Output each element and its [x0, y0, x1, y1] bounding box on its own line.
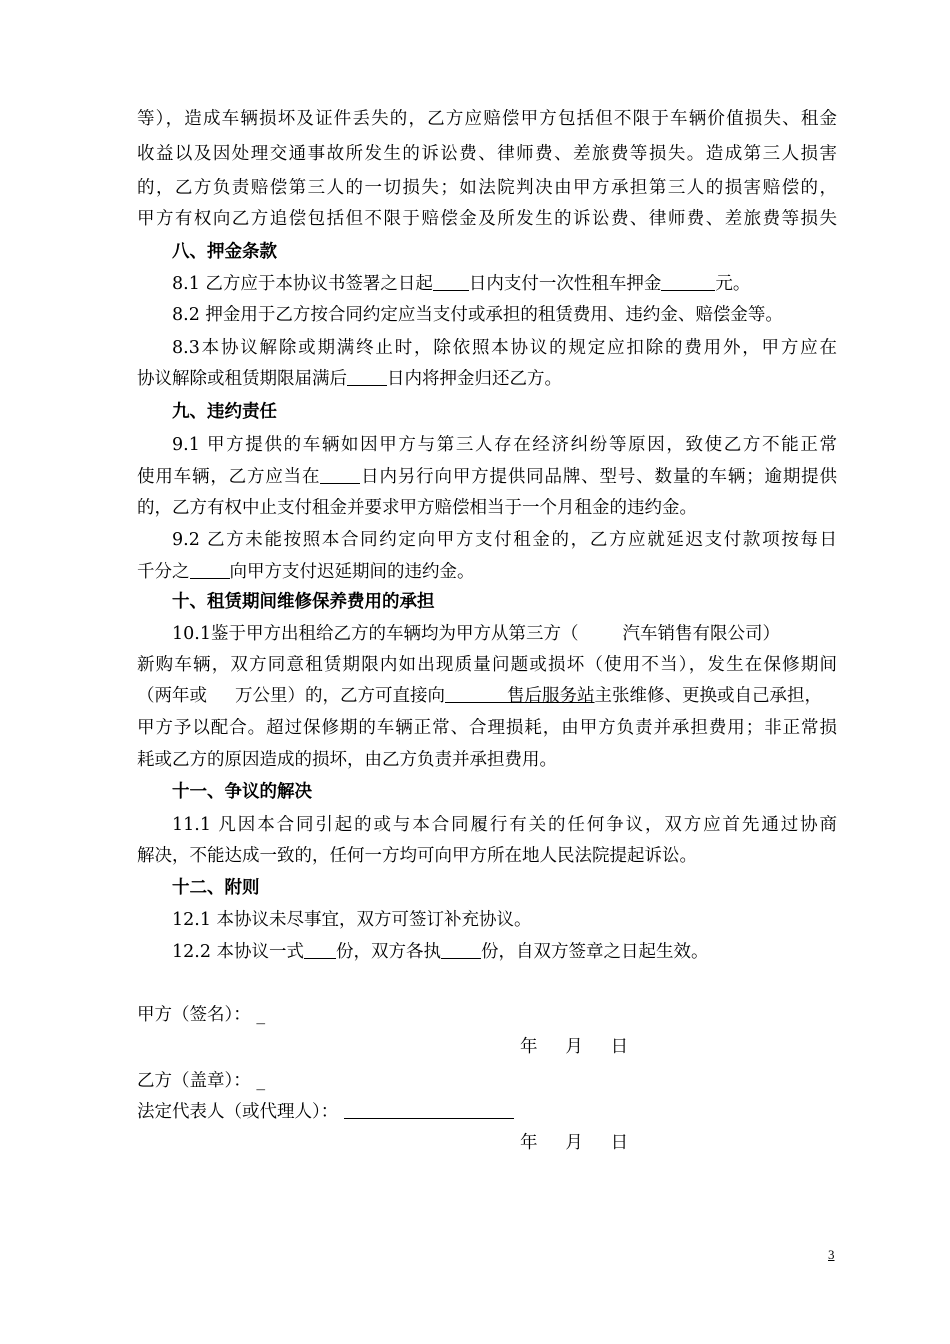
clause-9-2: 9.2 乙方未能按照本合同约定向甲方支付租金的，乙方应就延迟支付款项按每日 — [172, 530, 837, 550]
blank-field — [190, 559, 230, 579]
legal-representative: 法定代表人（或代理人）： — [137, 1095, 837, 1129]
paragraph-line: 等），造成车辆损坏及证件丢失的，乙方应赔偿甲方包括但不限于车辆价值损失、租金 — [137, 109, 837, 129]
clause-9-1-cont: 的，乙方有权中止支付租金并要求甲方赔偿相当于一个月租金的违约金。 — [137, 498, 697, 518]
page-number: 3 — [828, 1247, 835, 1262]
clause-8-2: 8.2 押金用于乙方按合同约定应当支付或承担的租赁费用、违约金、赔偿金等。 — [172, 305, 783, 325]
clause-11-1-cont: 解决，不能达成一致的，任何一方均可向甲方所在地人民法院提起诉讼。 — [137, 846, 697, 866]
section-heading-9: 九、违约责任 — [172, 402, 277, 422]
clause-8-3-cont: 协议解除或租赁期限届满后 日内将押金归还乙方。 — [137, 362, 837, 396]
blank-field — [433, 271, 469, 291]
clause-10-1-cont: 新购车辆，双方同意租赁期限内如出现质量问题或损坏（使用不当），发生在保修期间 — [137, 655, 837, 675]
clause-10-1-cont: 耗或乙方的原因造成的损坏，由乙方负责并承担费用。 — [137, 750, 557, 770]
section-heading-11: 十一、争议的解决 — [172, 782, 312, 802]
clause-8-3: 8.3本协议解除或期满终止时，除依照本协议的规定应扣除的费用外，甲方应在 — [172, 338, 837, 358]
clause-9-1: 9.1 甲方提供的车辆如因甲方与第三人存在经济纠纷等原因，致使乙方不能正常 — [172, 435, 837, 455]
blank-field — [441, 939, 481, 959]
blank-field — [320, 464, 360, 484]
clause-9-1-cont: 使用车辆，乙方应当在 日内另行向甲方提供同品牌、型号、数量的车辆；逾期提供 — [137, 460, 837, 494]
blank-field — [445, 683, 507, 703]
party-a-signature: 甲方（签名）： _ — [137, 1005, 266, 1025]
date-line: 年 月 日 — [520, 1133, 629, 1153]
clause-8-1: 8.1 乙方应于本协议书签署之日起 日内支付一次性租车押金 元。 — [172, 267, 837, 301]
clause-12-1: 12.1 本协议未尽事宜，双方可签订补充协议。 — [172, 910, 532, 930]
paragraph-line: 的，乙方负责赔偿第三人的一切损失；如法院判决由甲方承担第三人的损害赔偿的， — [137, 178, 837, 198]
clause-10-1-cont: （两年或 万公里）的，乙方可直接向 售后服务站主张维修、更换或自己承担， — [137, 679, 837, 713]
section-heading-8: 八、押金条款 — [172, 242, 277, 262]
blank-field — [344, 1099, 514, 1119]
clause-10-1-cont: 甲方予以配合。超过保修期的车辆正常、合理损耗，由甲方负责并承担费用；非正常损 — [137, 718, 837, 738]
section-heading-10: 十、租赁期间维修保养费用的承担 — [172, 592, 435, 612]
clause-10-1: 10.1鉴于甲方出租给乙方的车辆均为甲方从第三方（ 汽车销售有限公司） — [172, 624, 780, 644]
blank-field — [661, 271, 715, 291]
paragraph-line: 甲方有权向乙方追偿包括但不限于赔偿金及所发生的诉讼费、律师费、差旅费等损失 — [137, 209, 837, 229]
blank-field — [304, 939, 336, 959]
date-line: 年 月 日 — [520, 1037, 629, 1057]
clause-11-1: 11.1 凡因本合同引起的或与本合同履行有关的任何争议，双方应首先通过协商 — [172, 815, 837, 835]
party-b-seal: 乙方（盖章）： _ — [137, 1071, 266, 1091]
paragraph-line: 收益以及因处理交通事故所发生的诉讼费、律师费、差旅费等损失。造成第三人损害 — [137, 144, 837, 164]
clause-9-2-cont: 千分之 向甲方支付迟延期间的违约金。 — [137, 555, 837, 589]
clause-12-2: 12.2 本协议一式 份，双方各执 份，自双方签章之日起生效。 — [172, 935, 837, 969]
blank-field — [347, 366, 387, 386]
section-heading-12: 十二、附则 — [172, 878, 260, 898]
